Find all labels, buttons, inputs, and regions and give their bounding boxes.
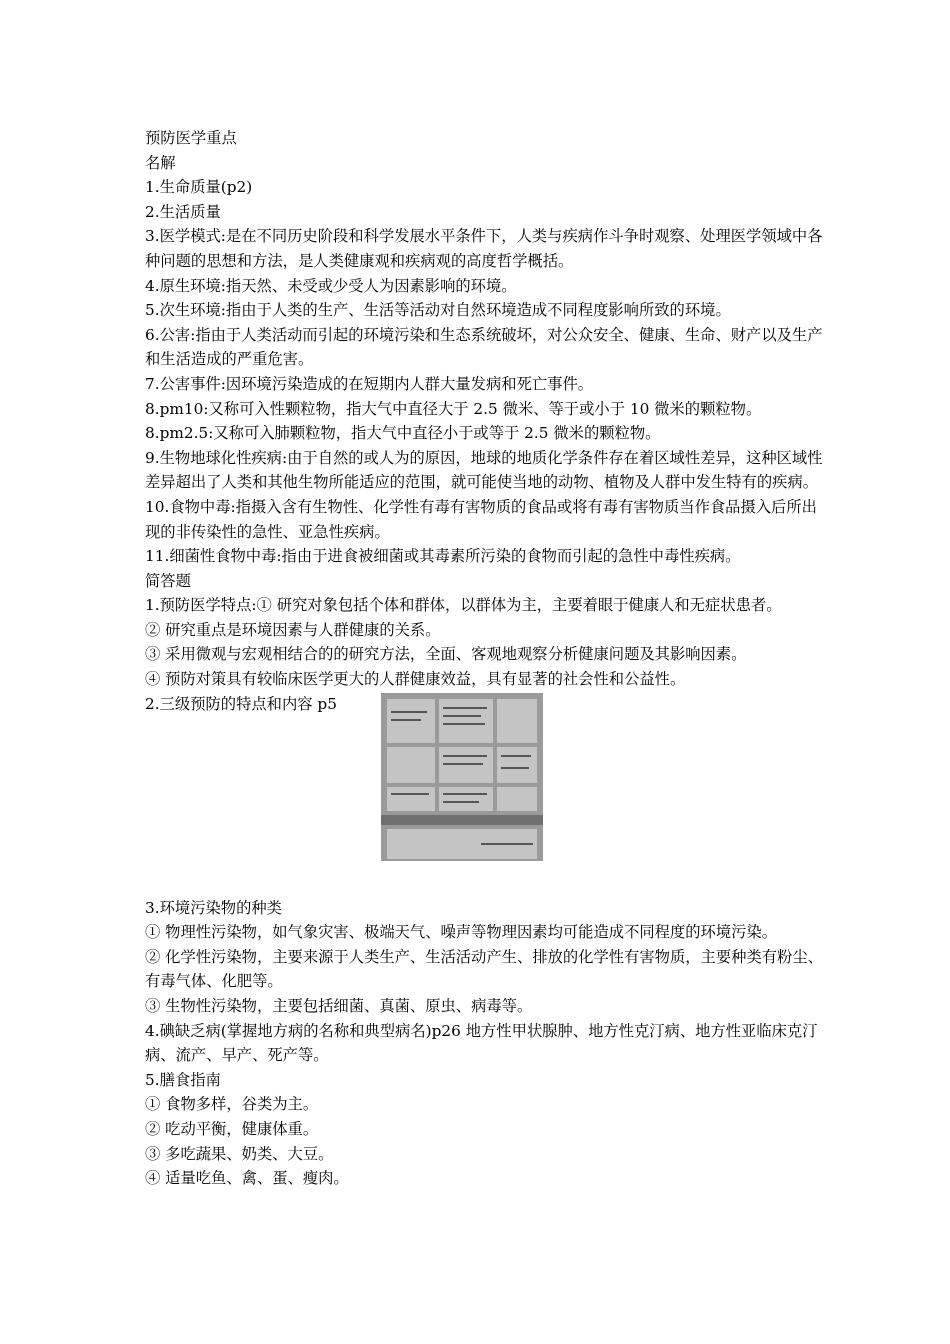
document-title: 预防医学重点 <box>145 129 237 147</box>
q2-block <box>145 692 825 896</box>
definition-item: 9.生物地球化性疾病:由于自然的或人为的原因，地球的地质化学条件存在着区域性差异，这种区域性差异超出了人类和其他生物所能适应的范围，就可能使当地的动物、植物及人群中发生特有的疾病。 <box>145 448 823 492</box>
section-heading-definitions: 名解 <box>145 153 176 172</box>
q1-item: ④ 预防对策具有较临床医学更大的人群健康效益，具有显著的社会性和公益性。 <box>145 670 686 689</box>
definition-item: 1.生命质量(p2) <box>145 178 253 197</box>
q3-item: ③ 生物性污染物，主要包括细菌、真菌、原虫、病毒等。 <box>145 997 533 1016</box>
definition-item: 2.生活质量 <box>145 202 221 221</box>
q5-item: ③ 多吃蔬果、奶类、大豆。 <box>145 1144 334 1163</box>
q5-title: 5.膳食指南 <box>145 1070 221 1089</box>
q3-title: 3.环境污染物的种类 <box>145 898 282 917</box>
definition-item: 3.医学模式:是在不同历史阶段和科学发展水平条件下，人类与疾病作斗争时观察、处理医学领域中各种问题的思想和方法，是人类健康观和疾病观的高度哲学概括。 <box>145 227 823 270</box>
definition-item: 5.次生环境:指由于人类的生产、生活等活动对自然环境造成不同程度影响所致的环境。 <box>145 301 731 320</box>
definition-item: 6.公害:指由于人类活动而引起的环境污染和生态系统破坏，对公众安全、健康、生命、财产以及生产和生活造成的严重危害。 <box>145 325 823 369</box>
textbook-photo <box>381 693 543 861</box>
q3-item: ① 物理性污染物，如气象灾害、极端天气、噪声等物理因素均可能造成不同程度的环境污染。 <box>145 923 778 942</box>
definition-item: 7.公害事件:因环境污染造成的在短期内人群大量发病和死亡事件。 <box>145 374 594 393</box>
definition-item: 8.pm2.5:又称可入肺颗粒物，指大气中直径小于或等于 2.5 微米的颗粒物。 <box>145 424 661 443</box>
q5-item: ② 吃动平衡，健康体重。 <box>145 1120 319 1138</box>
definition-item: 4.原生环境:指天然、未受或少受人为因素影响的环境。 <box>145 276 517 295</box>
definition-item: 10.食物中毒:指摄入含有生物性、化学性有毒有害物质的食品或将有毒有害物质当作食品摄入后所出现的非传染性的急性、亚急性疾病。 <box>145 497 817 541</box>
q1-title: 1.预防医学特点:① 研究对象包括个体和群体，以群体为主，主要着眼于健康人和无症状患者。 <box>145 596 782 615</box>
document-body <box>145 126 825 1191</box>
definition-item: 8.pm10:又称可入性颗粒物，指大气中直径大于 2.5 微米、等于或小于 10 微米的颗粒物。 <box>145 399 762 418</box>
q1-item: ③ 采用微观与宏观相结合的的研究方法，全面、客观地观察分析健康问题及其影响因素。 <box>145 645 747 664</box>
q5-item: ① 食物多样，谷类为主。 <box>145 1095 319 1114</box>
q1-item: ② 研究重点是环境因素与人群健康的关系。 <box>145 620 441 639</box>
q3-item: ② 化学性污染物，主要来源于人类生产、生活活动产生、排放的化学性有害物质，主要种类有粉尘、有毒气体、化肥等。 <box>145 947 823 991</box>
section-heading-short-answer: 简答题 <box>145 571 191 590</box>
q5-item: ④ 适量吃鱼、禽、蛋、瘦肉。 <box>145 1169 349 1188</box>
definition-item: 11.细菌性食物中毒:指由于进食被细菌或其毒素所污染的食物而引起的急性中毒性疾病。 <box>145 547 741 566</box>
q2-title: 2.三级预防的特点和内容 p5 <box>145 694 337 713</box>
q4-title: 4.碘缺乏病(掌握地方病的名称和典型病名)p26 地方性甲状腺肿、地方性克汀病、地方性亚临床克汀病、流产、早产、死产等。 <box>145 1021 818 1065</box>
